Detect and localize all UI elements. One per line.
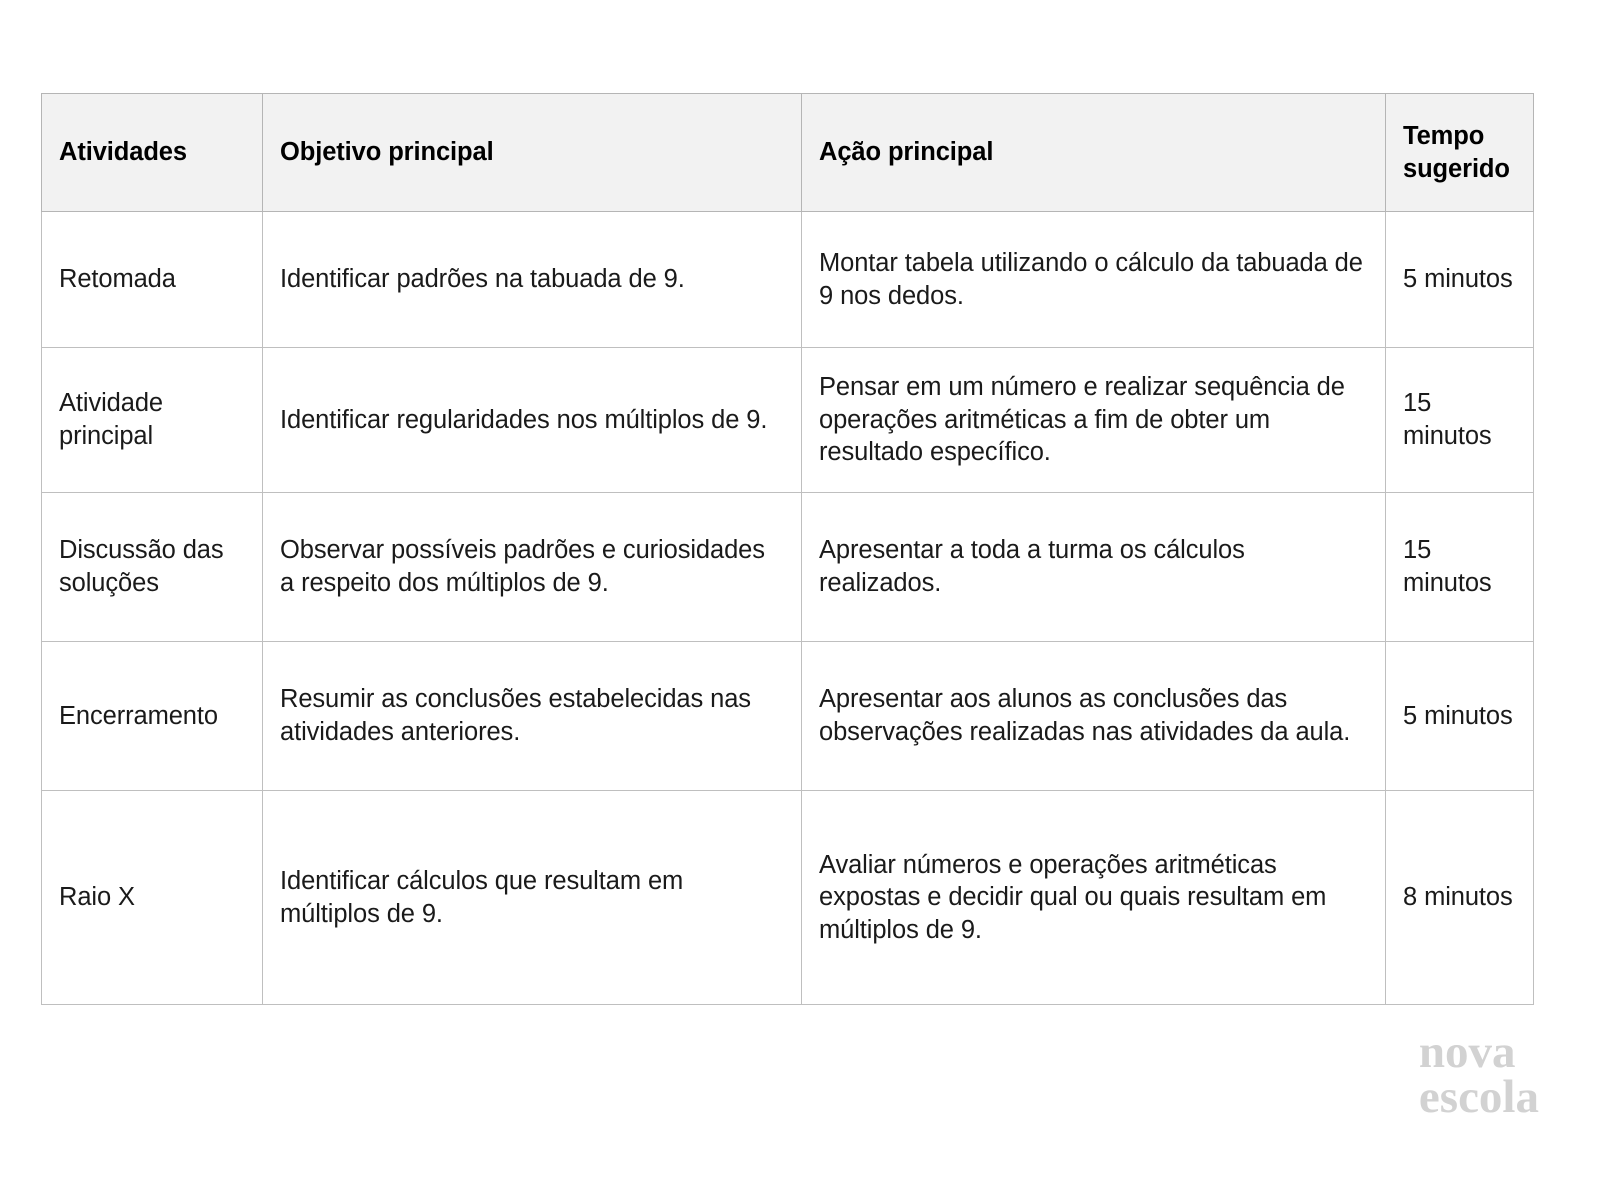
cell-atividade: Atividade principal xyxy=(42,348,263,493)
table-row xyxy=(42,348,1534,493)
column-header-atividades: Atividades xyxy=(42,94,263,212)
table-row xyxy=(42,212,1534,348)
cell-atividade: Encerramento xyxy=(42,642,263,791)
table-row xyxy=(42,493,1534,642)
table-body xyxy=(42,212,1534,1005)
table-header xyxy=(42,94,1534,212)
cell-acao: Avaliar números e operações aritméticas expostas e decidir qual ou quais resultam em múltiplos de 9. xyxy=(802,791,1386,1005)
activities-plan-table xyxy=(41,93,1534,1005)
cell-atividade: Retomada xyxy=(42,212,263,348)
activities-table-container xyxy=(41,93,1533,1005)
column-header-acao-principal: Ação principal xyxy=(802,94,1386,212)
table-row xyxy=(42,642,1534,791)
cell-acao: Pensar em um número e realizar sequência de operações aritméticas a fim de obter um resultado específico. xyxy=(802,348,1386,493)
cell-objetivo: Identificar padrões na tabuada de 9. xyxy=(263,212,802,348)
cell-objetivo: Resumir as conclusões estabelecidas nas atividades anteriores. xyxy=(263,642,802,791)
column-header-tempo-sugerido: Tempo sugerido xyxy=(1386,94,1534,212)
column-header-objetivo-principal: Objetivo principal xyxy=(263,94,802,212)
nova-escola-logo xyxy=(1418,1025,1539,1123)
cell-tempo: 5 minutos xyxy=(1386,212,1534,348)
cell-objetivo: Observar possíveis padrões e curiosidades a respeito dos múltiplos de 9. xyxy=(263,493,802,642)
table-header-row xyxy=(42,94,1534,212)
cell-atividade: Discussão das soluções xyxy=(42,493,263,642)
logo-line-escola: escola xyxy=(1418,1070,1539,1123)
cell-acao: Montar tabela utilizando o cálculo da tabuada de 9 nos dedos. xyxy=(802,212,1386,348)
cell-objetivo: Identificar cálculos que resultam em múltiplos de 9. xyxy=(263,791,802,1005)
cell-acao: Apresentar aos alunos as conclusões das observações realizadas nas atividades da aula. xyxy=(802,642,1386,791)
cell-tempo: 5 minutos xyxy=(1386,642,1534,791)
logo-line-nova: nova xyxy=(1418,1025,1516,1078)
cell-acao: Apresentar a toda a turma os cálculos realizados. xyxy=(802,493,1386,642)
cell-tempo: 15 minutos xyxy=(1386,493,1534,642)
cell-atividade: Raio X xyxy=(42,791,263,1005)
cell-tempo: 15 minutos xyxy=(1386,348,1534,493)
cell-tempo: 8 minutos xyxy=(1386,791,1534,1005)
cell-objetivo: Identificar regularidades nos múltiplos de 9. xyxy=(263,348,802,493)
table-row xyxy=(42,791,1534,1005)
